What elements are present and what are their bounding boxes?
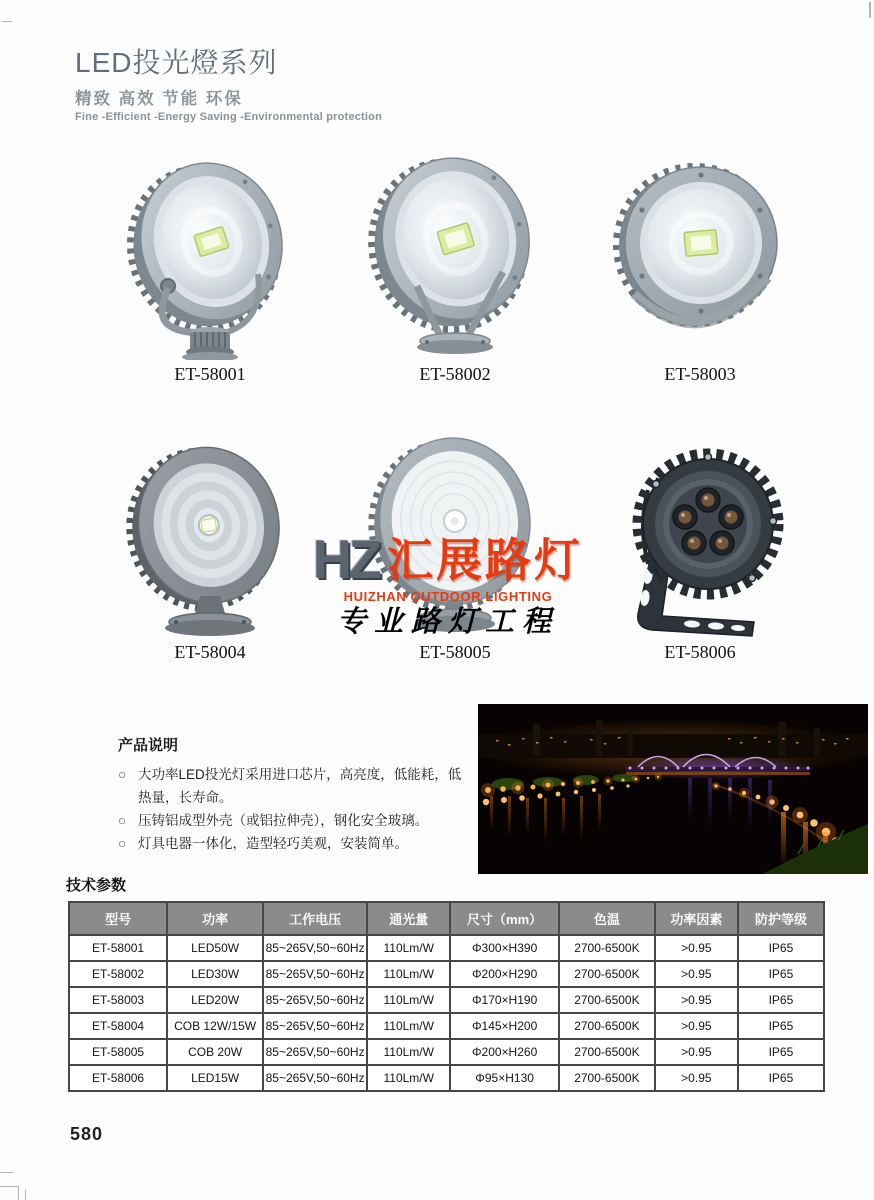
table-cell: ET-58004	[69, 1013, 167, 1039]
table-cell: 110Lm/W	[367, 961, 450, 987]
table-cell: 2700-6500K	[559, 1039, 655, 1065]
description-item	[118, 764, 466, 810]
table-cell: Φ145×H200	[450, 1013, 559, 1039]
company-watermark	[290, 530, 606, 638]
table-row	[69, 1065, 824, 1091]
product-card-et-58002	[355, 148, 555, 385]
table-row	[69, 961, 824, 987]
table-cell: ET-58002	[69, 961, 167, 987]
column-header-model: 型号	[69, 902, 167, 935]
table-cell: LED50W	[167, 935, 263, 961]
product-model-label: ET-58005	[419, 642, 491, 662]
floodlight-image-et-58003	[600, 148, 800, 360]
logo-company-name: 汇展路灯	[386, 534, 583, 586]
table-cell: 85~265V,50~60Hz	[263, 987, 367, 1013]
table-cell: ET-58001	[69, 935, 167, 961]
floodlight-image-et-58006	[600, 426, 800, 638]
table-row	[69, 1039, 824, 1065]
table-cell: 110Lm/W	[367, 987, 450, 1013]
table-cell: 2700-6500K	[559, 1013, 655, 1039]
application-night-photo	[478, 704, 868, 874]
table-cell: LED30W	[167, 961, 263, 987]
description-item	[118, 833, 466, 856]
page-header	[75, 48, 382, 123]
circle-bullet-icon: ○	[118, 767, 127, 782]
table-cell: >0.95	[655, 961, 738, 987]
description-title: 产品说明	[118, 737, 179, 754]
crop-mark-top-right	[869, 2, 871, 18]
floodlight-image-et-58001	[110, 148, 310, 360]
table-cell: 85~265V,50~60Hz	[263, 961, 367, 987]
table-cell: IP65	[738, 961, 824, 987]
product-description	[118, 734, 466, 856]
logo-row	[290, 530, 606, 590]
product-card-et-58004	[110, 426, 310, 663]
logo-hz-monogram: HZ	[313, 530, 379, 590]
table-cell: IP65	[738, 1039, 824, 1065]
table-cell: >0.95	[655, 987, 738, 1013]
crop-mark-bottom-left-2	[0, 1186, 18, 1187]
product-model-label: ET-58002	[419, 364, 491, 384]
table-cell: 85~265V,50~60Hz	[263, 935, 367, 961]
column-header-size: 尺寸（mm）	[450, 902, 559, 935]
description-text: 大功率LED投光灯采用进口芯片，高亮度，低能耗，低热量，长寿命。	[138, 767, 462, 805]
table-cell: 110Lm/W	[367, 1065, 450, 1091]
table-cell: COB 12W/15W	[167, 1013, 263, 1039]
column-header-flux: 通光量	[367, 902, 450, 935]
table-cell: 110Lm/W	[367, 1039, 450, 1065]
night-scene-image	[478, 704, 868, 874]
floodlight-image-et-58004	[110, 426, 310, 638]
table-cell: >0.95	[655, 935, 738, 961]
floodlight-image-et-58002	[355, 148, 555, 360]
table-cell: 2700-6500K	[559, 987, 655, 1013]
series-title: LED投光燈系列	[75, 47, 278, 78]
series-subtitle-en: Fine -Efficient -Energy Saving -Environmental protection	[75, 110, 383, 123]
table-cell: COB 20W	[167, 1039, 263, 1065]
crop-mark-bottom-left-1	[0, 1172, 14, 1173]
description-item	[118, 810, 466, 833]
crop-mark-top-left	[2, 21, 12, 22]
product-model-label: ET-58001	[174, 364, 246, 384]
column-header-voltage: 工作电压	[263, 902, 367, 935]
page-number: 580	[70, 1124, 104, 1144]
table-row	[69, 1013, 824, 1039]
logo-tagline: 专业路灯工程	[336, 604, 559, 638]
table-cell: Φ300×H390	[450, 935, 559, 961]
logo-company-name-en: HUIZHAN OUTDOOR LIGHTING	[343, 589, 553, 604]
column-header-power-factor: 功率因素	[655, 902, 738, 935]
table-row	[69, 987, 824, 1013]
product-card-et-58003	[600, 148, 800, 385]
table-row	[69, 935, 824, 961]
table-cell: >0.95	[655, 1065, 738, 1091]
column-header-power: 功率	[167, 902, 263, 935]
table-cell: LED20W	[167, 987, 263, 1013]
circle-bullet-icon: ○	[118, 835, 127, 851]
column-header-ip-rating: 防护等级	[738, 902, 824, 935]
specs-table	[68, 901, 825, 1092]
circle-bullet-icon: ○	[118, 812, 127, 828]
product-card-et-58006	[600, 426, 800, 663]
table-cell: 110Lm/W	[367, 935, 450, 961]
product-model-label: ET-58006	[664, 642, 736, 662]
product-card-et-58001	[110, 148, 310, 385]
table-cell: IP65	[738, 1013, 824, 1039]
column-header-cct: 色温	[559, 902, 655, 935]
table-cell: >0.95	[655, 1013, 738, 1039]
series-subtitle: 精致 高效 节能 环保	[75, 89, 243, 108]
table-cell: >0.95	[655, 1039, 738, 1065]
table-cell: IP65	[738, 935, 824, 961]
table-body	[69, 935, 824, 1091]
table-cell: Φ200×H290	[450, 961, 559, 987]
table-cell: Φ200×H260	[450, 1039, 559, 1065]
description-text: 灯具电器一体化，造型轻巧美观，安装简单。	[138, 835, 408, 851]
table-cell: 85~265V,50~60Hz	[263, 1013, 367, 1039]
table-cell: 85~265V,50~60Hz	[263, 1065, 367, 1091]
table-cell: 2700-6500K	[559, 961, 655, 987]
table-header-row	[69, 902, 824, 935]
table-cell: ET-58005	[69, 1039, 167, 1065]
table-cell: 2700-6500K	[559, 1065, 655, 1091]
description-text: 压铸铝成型外壳（或铝拉伸壳），钢化安全玻璃。	[138, 812, 429, 828]
table-cell: IP65	[738, 1065, 824, 1091]
specs-section-title: 技术参数	[66, 877, 127, 894]
table-cell: 2700-6500K	[559, 935, 655, 961]
description-list	[118, 764, 466, 856]
crop-mark-bottom-left-3	[18, 1186, 19, 1200]
table-cell: LED15W	[167, 1065, 263, 1091]
product-model-label: ET-58003	[664, 364, 736, 384]
table-cell: Φ95×H130	[450, 1065, 559, 1091]
product-model-label: ET-58004	[174, 642, 246, 662]
table-cell: 85~265V,50~60Hz	[263, 1039, 367, 1065]
table-cell: ET-58003	[69, 987, 167, 1013]
table-cell: ET-58006	[69, 1065, 167, 1091]
table-cell: 110Lm/W	[367, 1013, 450, 1039]
crop-mark-bottom-left-4	[25, 1190, 26, 1200]
table-cell: Φ170×H190	[450, 987, 559, 1013]
table-cell: IP65	[738, 987, 824, 1013]
